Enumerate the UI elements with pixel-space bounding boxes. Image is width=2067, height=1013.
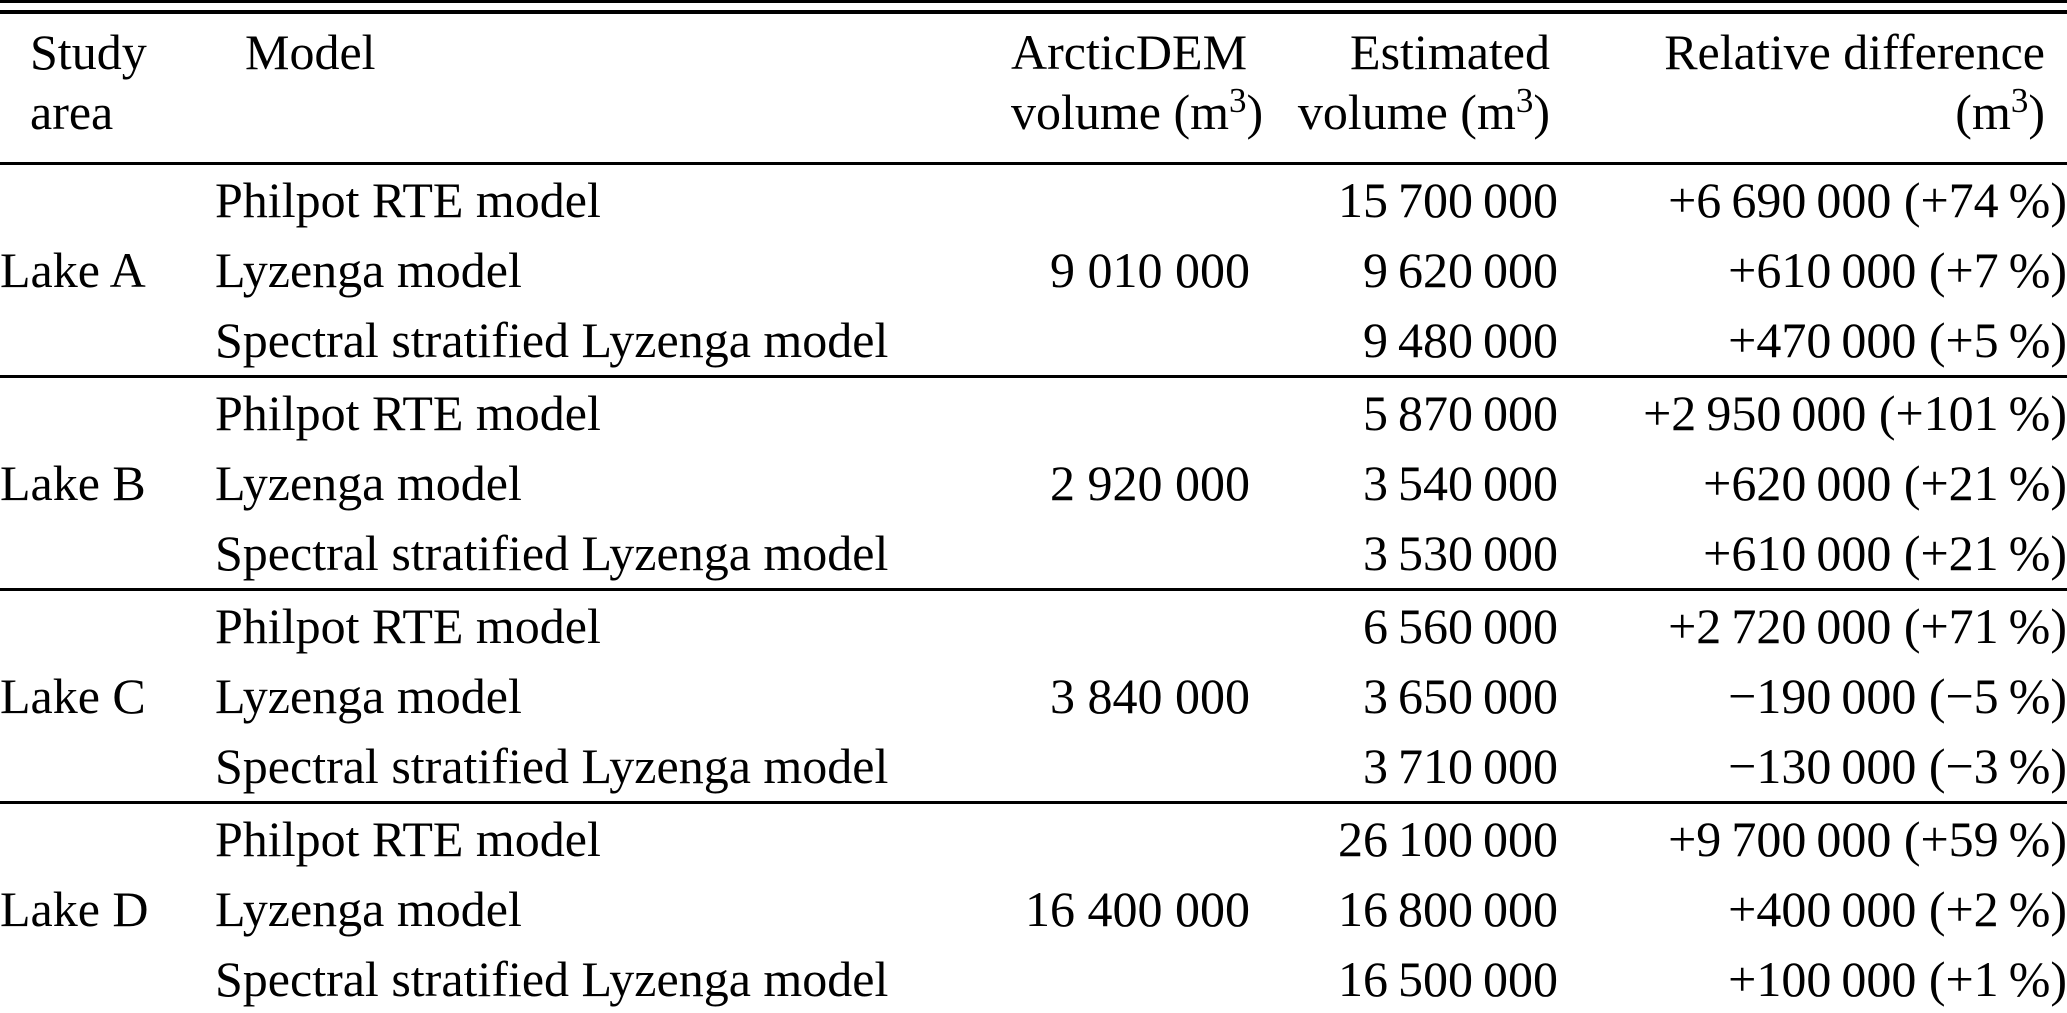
- model-name-cell: Lyzenga model: [215, 881, 522, 937]
- lake-c-section: [0, 590, 2067, 803]
- arcticdem-volume-value: 9 010 000: [1050, 242, 1250, 298]
- estimated-volume-value: 3 710 000: [1362, 738, 1558, 794]
- col-header-study-area: [0, 12, 215, 164]
- relative-difference-value: +2 950 000 (+101 %): [1643, 385, 2067, 441]
- arcticdem-volume-value: 3 840 000: [1050, 668, 1250, 724]
- col-header-arcticdem-line1: ArcticDEM: [1011, 24, 1248, 80]
- superscript-3: 3: [2010, 80, 2029, 120]
- model-name-cell: Philpot RTE model: [215, 811, 601, 867]
- superscript-3: 3: [1515, 80, 1534, 120]
- estimated-volume-value: 16 500 000: [1337, 951, 1558, 1007]
- arcticdem-volume-value: 16 400 000: [1025, 881, 1250, 937]
- relative-difference-value: +2 720 000 (+71 %): [1668, 598, 2067, 654]
- col-header-model: [215, 12, 1010, 164]
- volume-table: [0, 10, 2067, 1013]
- lake-d-section: [0, 803, 2067, 1013]
- col-header-study-area-line1: Study: [30, 24, 147, 80]
- model-name-cell: Lyzenga model: [215, 242, 522, 298]
- model-name-cell: Spectral stratified Lyzenga model: [215, 738, 889, 794]
- table-row: [0, 803, 2067, 875]
- lake-label: Lake A: [0, 242, 146, 298]
- relative-difference-value: +6 690 000 (+74 %): [1668, 172, 2067, 228]
- col-header-arcticdem-volume: [1010, 12, 1264, 164]
- estimated-volume-value: 6 560 000: [1362, 598, 1558, 654]
- col-header-arcticdem-line2: volume $(m^3)$: [1011, 80, 1264, 140]
- estimated-volume-value: 3 540 000: [1362, 455, 1558, 511]
- relative-difference-value: +470 000 (+5 %): [1728, 312, 2067, 368]
- table-header: [0, 12, 2067, 164]
- col-header-relative-line2: $(m^3)$: [1955, 80, 2045, 140]
- model-name-cell: Philpot RTE model: [215, 172, 601, 228]
- arcticdem-volume-value: 2 920 000: [1050, 455, 1250, 511]
- estimated-volume-value: 15 700 000: [1337, 172, 1558, 228]
- estimated-volume-value: 16 800 000: [1337, 881, 1558, 937]
- estimated-volume-value: 3 530 000: [1362, 525, 1558, 581]
- table-row: [0, 164, 2067, 236]
- col-header-study-area-line2: area: [30, 84, 114, 140]
- relative-difference-value: +610 000 (+7 %): [1728, 242, 2067, 298]
- relative-difference-value: +400 000 (+2 %): [1728, 881, 2067, 937]
- col-header-relative-difference: [1558, 12, 2067, 164]
- relative-difference-value: +610 000 (+21 %): [1703, 525, 2067, 581]
- col-header-estimated-line1: Estimated: [1350, 24, 1550, 80]
- col-header-model-line1: Model: [245, 24, 376, 80]
- model-name-cell: Philpot RTE model: [215, 598, 601, 654]
- model-name-cell: Philpot RTE model: [215, 385, 601, 441]
- lake-a-section: [0, 164, 2067, 377]
- estimated-volume-value: 3 650 000: [1362, 668, 1558, 724]
- lake-label: Lake B: [0, 455, 146, 511]
- estimated-volume-value: 9 620 000: [1362, 242, 1558, 298]
- col-header-relative-line1: Relative difference: [1664, 24, 2045, 80]
- model-name-cell: Spectral stratified Lyzenga model: [215, 312, 889, 368]
- model-name-cell: Lyzenga model: [215, 455, 522, 511]
- table-row: [0, 377, 2067, 449]
- table-row: [0, 590, 2067, 662]
- superscript-3: 3: [1229, 80, 1247, 120]
- col-header-estimated-volume: [1250, 12, 1558, 164]
- model-name-cell: Lyzenga model: [215, 668, 522, 724]
- model-name-cell: Spectral stratified Lyzenga model: [215, 951, 889, 1007]
- relative-difference-value: +620 000 (+21 %): [1703, 455, 2067, 511]
- estimated-volume-value: 9 480 000: [1362, 312, 1558, 368]
- model-name-cell: Spectral stratified Lyzenga model: [215, 525, 889, 581]
- lake-label: Lake C: [0, 668, 146, 724]
- top-double-rule-gap: [0, 3, 2067, 10]
- lake-b-section: [0, 377, 2067, 590]
- header-row: [0, 12, 2067, 164]
- col-header-estimated-line2: volume $(m^3)$: [1297, 80, 1550, 140]
- relative-difference-value: +9 700 000 (+59 %): [1668, 811, 2067, 867]
- relative-difference-value: −190 000 (−5 %): [1728, 668, 2067, 724]
- estimated-volume-value: 26 100 000: [1337, 811, 1558, 867]
- relative-difference-value: +100 000 (+1 %): [1728, 951, 2067, 1007]
- relative-difference-value: −130 000 (−3 %): [1728, 738, 2067, 794]
- estimated-volume-value: 5 870 000: [1362, 385, 1558, 441]
- lake-label: Lake D: [0, 881, 149, 937]
